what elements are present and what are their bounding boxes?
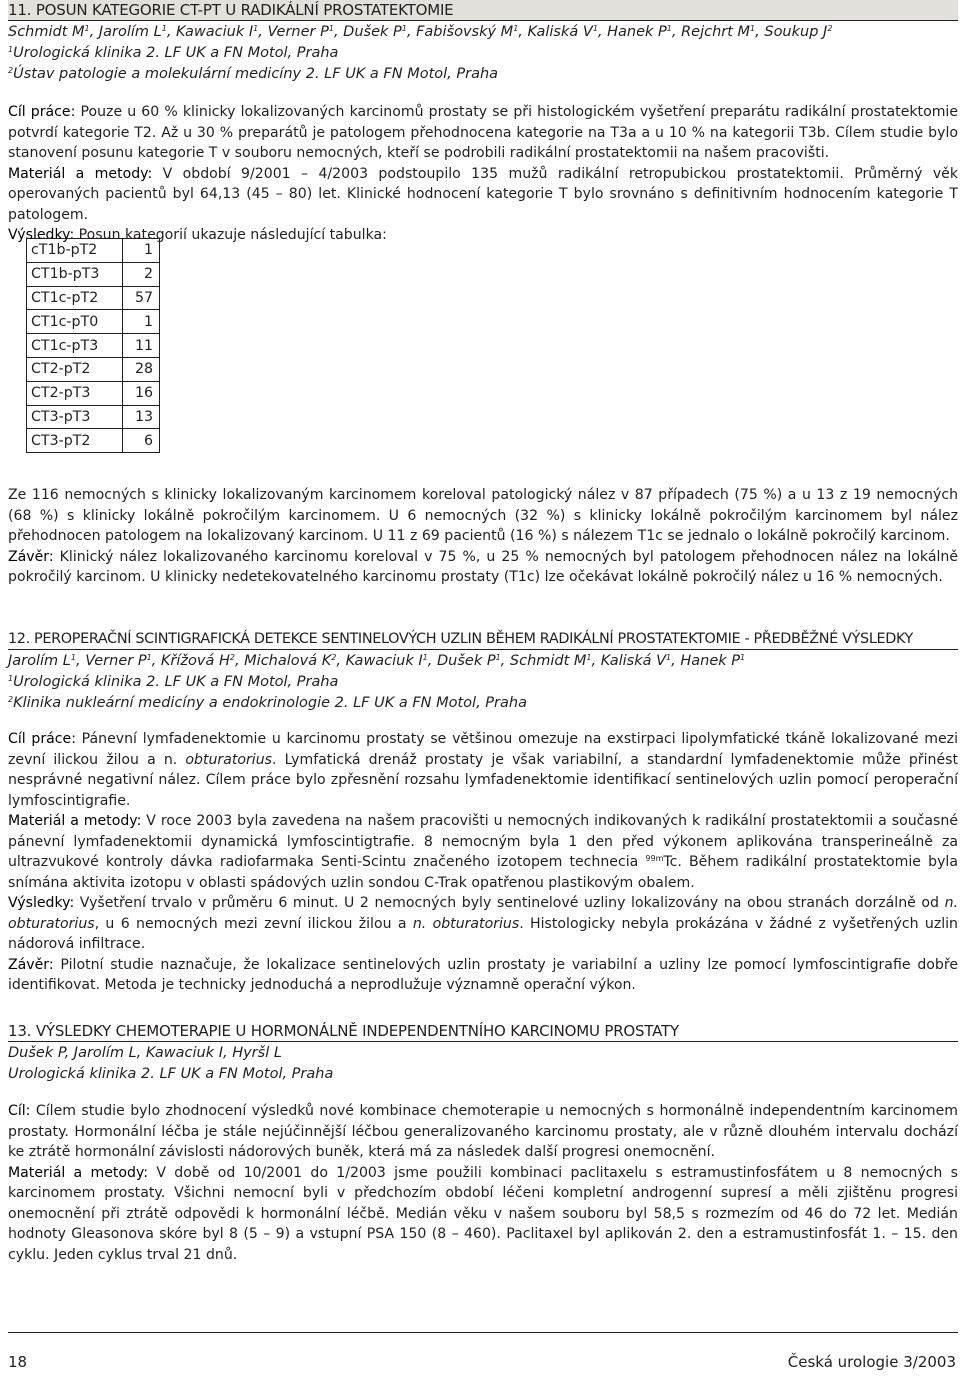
abstract-11 — [8, 0, 958, 246]
footer-rule — [8, 1332, 958, 1333]
abstract-12-methods: Materiál a metody: V roce 2003 byla zavedena na našem pracovišti u nemocných indikovaných k radikální prostatektomii a současné pánevní lymfadenektomii dynamická lymfoscintigtrafie. 8 nemocným byla 1 den před výkonem aplikována transperineálně za ultrazvukové kontroly dávka radiofarmaka Senti-Scintu značeného izotopem technecia $^{99m}$Tc. Během radikální prostatektomie byla snímána aktivita izotopu v oblasti spádových uzlin sondou C-Trak opatřenou plastikovým obalem. — [8, 813, 958, 891]
abstract-11-methods: Materiál a metody: V období 9/2001 – 4/2003 podstoupilo 135 mužů radikální retropubickou prostatektomii. Průměrný věk operovaných pacientů byl 64,13 (45 – 80) let. Klinické hodnocení kategorie T bylo srovnáno s definitivním hodnocením kategorie T patologem. — [8, 165, 958, 223]
journal-name: Česká urologie 3/2003 — [787, 1353, 956, 1371]
table-row: CT3-pT2 6 — [27, 429, 160, 453]
abstract-12-affiliation-1: $^1$Urologická klinika 2. LF UK a FN Motol, Praha — [8, 674, 339, 690]
abstract-13-body — [8, 1101, 958, 1265]
abstract-11-title: 11. POSUN KATEGORIE CT-PT U RADIKÁLNÍ PROSTATEKTOMIE — [8, 0, 958, 21]
abstract-12 — [8, 629, 958, 996]
abstract-11-results: Výsledky: Posun kategorií ukazuje následující tabulka: — [8, 227, 387, 243]
table-row: CT1b-pT3 2 — [27, 262, 160, 286]
abstract-13-methods: Materiál a metody: V době od 10/2001 do 1/2003 jsme použili kombinaci paclitaxelu s estramustinfosfátem u 8 nemocných s karcinomem prostaty. Všichni nemocní byli v předchozím období léčeni kompletní androgenní supresí a měli zjištěnu progresi onemocnění při ztrátě odpovědi k hormonální léčbě. Medián věku v našem souboru byl 58,5 s rozmezím od 46 do 72 let. Medián hodnoty Gleasonova skóre byl 8 (5 – 9) a vstupní PSA 150 (8 – 460). Paclitaxel byl aplikován 2. den a estramustinfosfát 1. – 15. den cyklu. Jeden cyklus trval 21 dnů. — [8, 1164, 958, 1263]
abstract-13-affiliation: Urologická klinika 2. LF UK a FN Motol, Praha — [8, 1066, 334, 1082]
page-number: 18 — [8, 1353, 28, 1371]
abstract-12-body — [8, 729, 958, 996]
abstract-13-title: 13. VÝSLEDKY CHEMOTERAPIE U HORMONÁLNĚ INDEPENDENTNÍHO KARCINOMU PROSTATY — [8, 1021, 958, 1042]
table-row: CT2-pT2 28 — [27, 357, 160, 381]
abstract-11-affiliation-2: $^2$Ústav patologie a molekulární medicíny 2. LF UK a FN Motol, Praha — [8, 66, 499, 82]
abstract-13-authors: Dušek P, Jarolím L, Kawaciuk I, Hyršl L — [8, 1045, 282, 1061]
abstract-12-authors: Jarolím $L^1$, Verner $P^1$, Křížová $H^2$, Michalová $K^2$, Kawaciuk $I^1$, Dušek $P^1$, Schmidt $M^1$, Kaliská $V^1$, Hanek $P^1$ — [8, 653, 746, 669]
abstract-11-authors: Schmidt $M^1$, Jarolím $L^1$, Kawaciuk $I^1$, Verner $P^1$, Dušek $P^1$, Fabišovský $M^1$, Kaliská $V^1$, Hanek $P^1$, Rejchrt $M^1$, Soukup $J^2$ — [8, 24, 833, 40]
abstract-12-aim: Cíl práce: Pánevní lymfadenektomie u karcinomu prostaty se většinou omezuje na exstirpaci lipolymfatické tkáně lokalizované mezi zevní ilickou žilou a n. obturatorius. Lymfatická drenáž prostaty je však variabilní, a standardní lymfadenektomie může přinést nesprávné negativní nález. Cílem práce bylo zpřesnění rozsahu lymfadenektomie identifikací sentinelových uzlin pomocí peroperační lymfoscintigrafie. — [8, 731, 958, 809]
abstract-13-aim: Cíl: Cílem studie bylo zhodnocení výsledků nové kombinace chemoterapie u nemocných s hormonálně independentním karcinomem prostaty. Hormonální léčba je stále nejúčinnější léčbou generalizovaného karcinomu prostaty, ale v různě dlouhém intervalu dochází ke ztrátě hormonální závislosti nádorových buněk, která má za následek další progresi onemocnění. — [8, 1103, 958, 1160]
abstract-11-body — [8, 102, 958, 246]
abstract-11-conclusion: Závěr: Klinický nález lokalizovaného karcinomu koreloval v 75 %, u 25 % nemocných byl patologem přehodnocen nález na lokálně pokročilý karcinom. U klinicky nedetekovatelného karcinomu prostaty (T1c) lze očekávat lokálně pokročilý nález u 16 % nemocných. — [8, 548, 958, 585]
table-row: CT3-pT3 13 — [27, 405, 160, 429]
table-row: CT2-pT3 16 — [27, 381, 160, 405]
abstract-11-continued — [8, 485, 958, 588]
abstract-12-title: 12. PEROPERAČNÍ SCINTIGRAFICKÁ DETEKCE SENTINELOVÝCH UZLIN BĚHEM RADIKÁLNÍ PROSTATEKTOMIE - PŘEDBĚŽNÉ VÝSLEDKY — [8, 629, 958, 650]
abstract-13 — [8, 1021, 958, 1265]
abstract-12-affiliation-2: $^2$Klinika nukleární medicíny a endokrinologie 2. LF UK a FN Motol, Praha — [8, 695, 527, 711]
abstract-12-conclusion: Závěr: Pilotní studie naznačuje, že lokalizace sentinelových uzlin prostaty je variabilní a uzliny lze pomocí lymfoscintigrafie dobře identifikovat. Metoda je technicky jednoduchá a neprodlužuje významně operační výkon. — [8, 956, 958, 993]
abstract-11-aim: Cíl práce: Pouze u 60 % klinicky lokalizovaných karcinomů prostaty se při histologickém vyšetření preparátu radikální prostatektomie potvrdí kategorie T2. Až u 30 % preparátů je patologem přehodnocena kategorie na T3a a u 10 % na kategorii T3b. Cílem studie bylo stanovení posunu kategorie T v souboru nemocných, kteří se podrobili radikální prostatektomii na našem pracovišti. — [8, 104, 959, 161]
table-row: CT1c-pT0 1 — [27, 310, 160, 334]
abstract-11-affiliation-1: $^1$Urologická klinika 2. LF UK a FN Motol, Praha — [8, 45, 339, 61]
category-shift-table — [26, 238, 160, 453]
abstract-12-results: Výsledky: Vyšetření trvalo v průměru 6 minut. U 2 nemocných byly sentinelové uzliny lokalizovány na obou stranách dorzálně od n. obturatorius, u 6 nemocných mezi zevní ilickou žilou a n. obturatorius. Histologicky nebyla prokázána v žádné z vyšetřených uzlin nádorová infiltrace. — [8, 895, 958, 952]
table-row: CT1c-pT3 11 — [27, 334, 160, 358]
table-row: CT1c-pT2 57 — [27, 286, 160, 310]
abstract-11-results-text: Ze 116 nemocných s klinicky lokalizovaným karcinomem koreloval patologický nález v 87 případech (75 %) a u 13 z 19 nemocných (68 %) s klinicky lokálně pokročilým karcinomem. U 6 nemocných (32 %) s klinicky lokálně pokročilým karcinomem byl nález přehodnocen patologem na lokalizovaný karcinom. U 11 z 69 pacientů (16 %) s nálezem T1c se jednalo o lokálně pokročilý karcinom. — [8, 487, 958, 544]
table-row: cT1b-pT2 1 — [27, 239, 160, 263]
